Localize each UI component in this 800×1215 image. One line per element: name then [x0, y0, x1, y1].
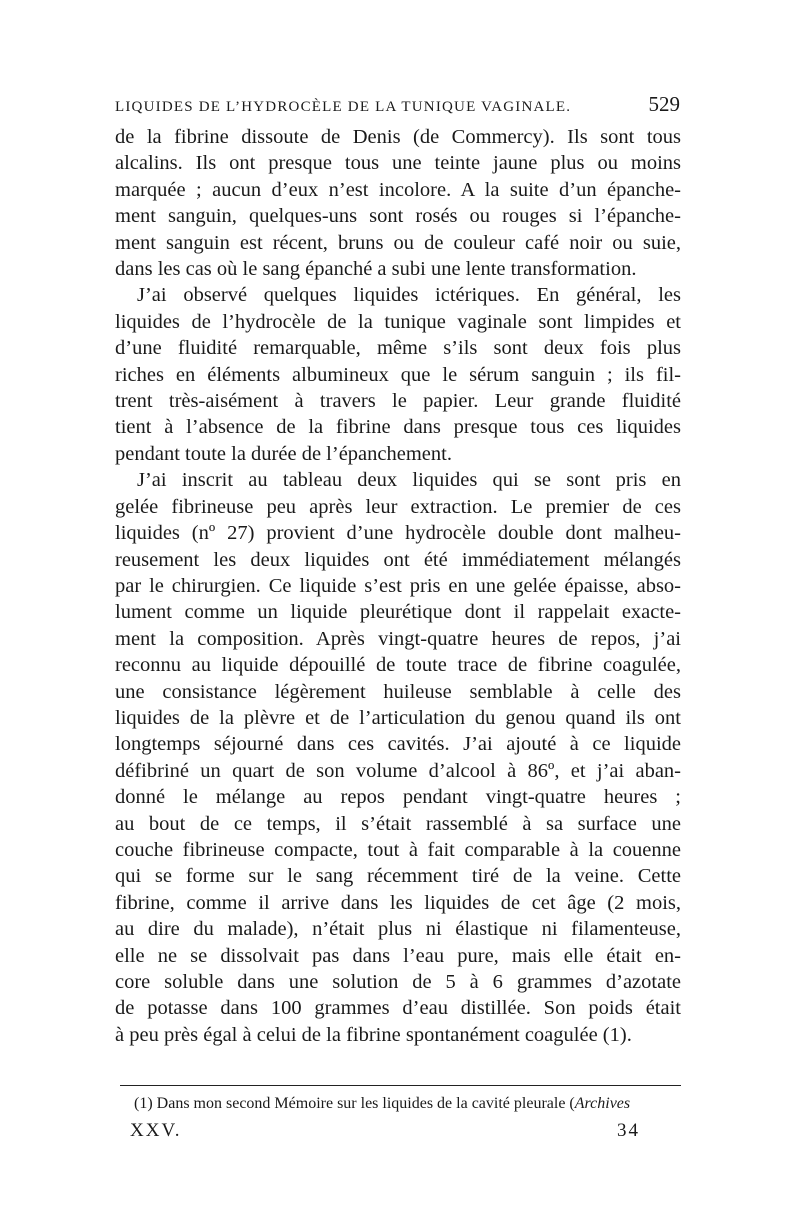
- text-line: au dire du malade), n’était plus ni élastique ni filamenteuse,: [115, 918, 681, 941]
- text-line: d’une fluidité remarquable, même s’ils sont deux fois plus: [115, 337, 681, 360]
- text-line: reusement les deux liquides ont été immédiatement mélangés: [115, 548, 681, 571]
- text-line: elle ne se dissolvait pas dans l’eau pure, mais elle était en-: [115, 944, 681, 967]
- text-line: couche fibrineuse compacte, tout à fait comparable à la couenne: [115, 838, 681, 861]
- running-head: [115, 92, 680, 117]
- text-line: riches en éléments albumineux que le sérum sanguin ; ils fil-: [115, 363, 681, 386]
- body-text: [115, 124, 681, 1048]
- paragraph: [115, 467, 681, 1048]
- text-line: donné le mélange au repos pendant vingt-quatre heures ;: [115, 786, 681, 809]
- text-line: ment sanguin est récent, bruns ou de couleur café noir ou suie,: [115, 231, 681, 254]
- paragraph: [115, 124, 681, 282]
- footnote: [134, 1095, 694, 1113]
- paragraph: [115, 282, 681, 467]
- text-line: qui se forme sur le sang récemment tiré de la veine. Cette: [115, 865, 681, 888]
- text-line: core soluble dans une solution de 5 à 6 grammes d’azotate: [115, 971, 681, 993]
- text-line: ment la composition. Après vingt-quatre heures de repos, j’ai: [115, 627, 681, 650]
- text-line: tient à l’absence de la fibrine dans presque tous ces liquides: [115, 416, 681, 439]
- text-line: marquée ; aucun d’eux n’est incolore. A la suite d’un épanche-: [115, 178, 681, 201]
- volume-mark: XXV.: [130, 1120, 182, 1141]
- text-line: par le chirurgien. Ce liquide s’est pris en une gelée épaisse, abso-: [115, 574, 681, 597]
- text-line: alcalins. Ils ont presque tous une teinte jaune plus ou moins: [115, 152, 681, 175]
- text-line: pendant toute la durée de l’épanchement.: [115, 442, 452, 465]
- text-line: J’ai observé quelques liquides ictériques. En général, les: [137, 284, 681, 307]
- text-line: au bout de ce temps, il s’était rassemblé à sa surface une: [115, 812, 681, 835]
- text-line: ment sanguin, quelques-uns sont rosés ou rouges si l’épanche-: [115, 205, 681, 228]
- text-line: liquides de la plèvre et de l’articulation du genou quand ils ont: [115, 706, 681, 729]
- footnote-rule: [120, 1085, 681, 1086]
- text-line: à peu près égal à celui de la fibrine spontanément coagulée (1).: [115, 1023, 632, 1046]
- text-line: reconnu au liquide dépouillé de toute trace de fibrine coagulée,: [115, 654, 681, 677]
- text-line: une consistance légèrement huileuse semblable à celle des: [115, 680, 681, 703]
- text-line: trent très-aisément à travers le papier. Leur grande fluidité: [115, 390, 681, 413]
- text-line: défibriné un quart de son volume d’alcool à 86º, et j’ai aban-: [115, 759, 681, 782]
- sheet-number: 34: [617, 1120, 640, 1141]
- text-line: liquides de l’hydrocèle de la tunique vaginale sont limpides et: [115, 310, 681, 333]
- text-line: gelée fibrineuse peu après leur extraction. Le premier de ces: [115, 495, 681, 518]
- text-line: de potasse dans 100 grammes d’eau distillée. Son poids était: [115, 997, 681, 1020]
- footnote-italic: Archives: [574, 1095, 631, 1112]
- printer-signature: [130, 1120, 640, 1142]
- text-line: dans les cas où le sang épanché a subi une lente transformation.: [115, 258, 637, 281]
- text-line: lument comme un liquide pleurétique dont il rappelait exacte-: [115, 601, 681, 624]
- text-line: de la fibrine dissoute de Denis (de Commercy). Ils sont tous: [115, 126, 681, 148]
- text-line: J’ai inscrit au tableau deux liquides qui se sont pris en: [137, 469, 681, 492]
- footnote-text: (1) Dans mon second Mémoire sur les liquides de la cavité pleurale (: [134, 1095, 575, 1112]
- page-number: 529: [648, 92, 680, 116]
- text-line: fibrine, comme il arrive dans les liquides de cet âge (2 mois,: [115, 891, 681, 914]
- text-line: liquides (nº 27) provient d’une hydrocèle double dont malheu-: [115, 522, 681, 545]
- text-line: longtemps séjourné dans ces cavités. J’ai ajouté à ce liquide: [115, 733, 681, 756]
- running-head-title: LIQUIDES DE L’HYDROCÈLE DE LA TUNIQUE VAGINALE.: [115, 99, 572, 115]
